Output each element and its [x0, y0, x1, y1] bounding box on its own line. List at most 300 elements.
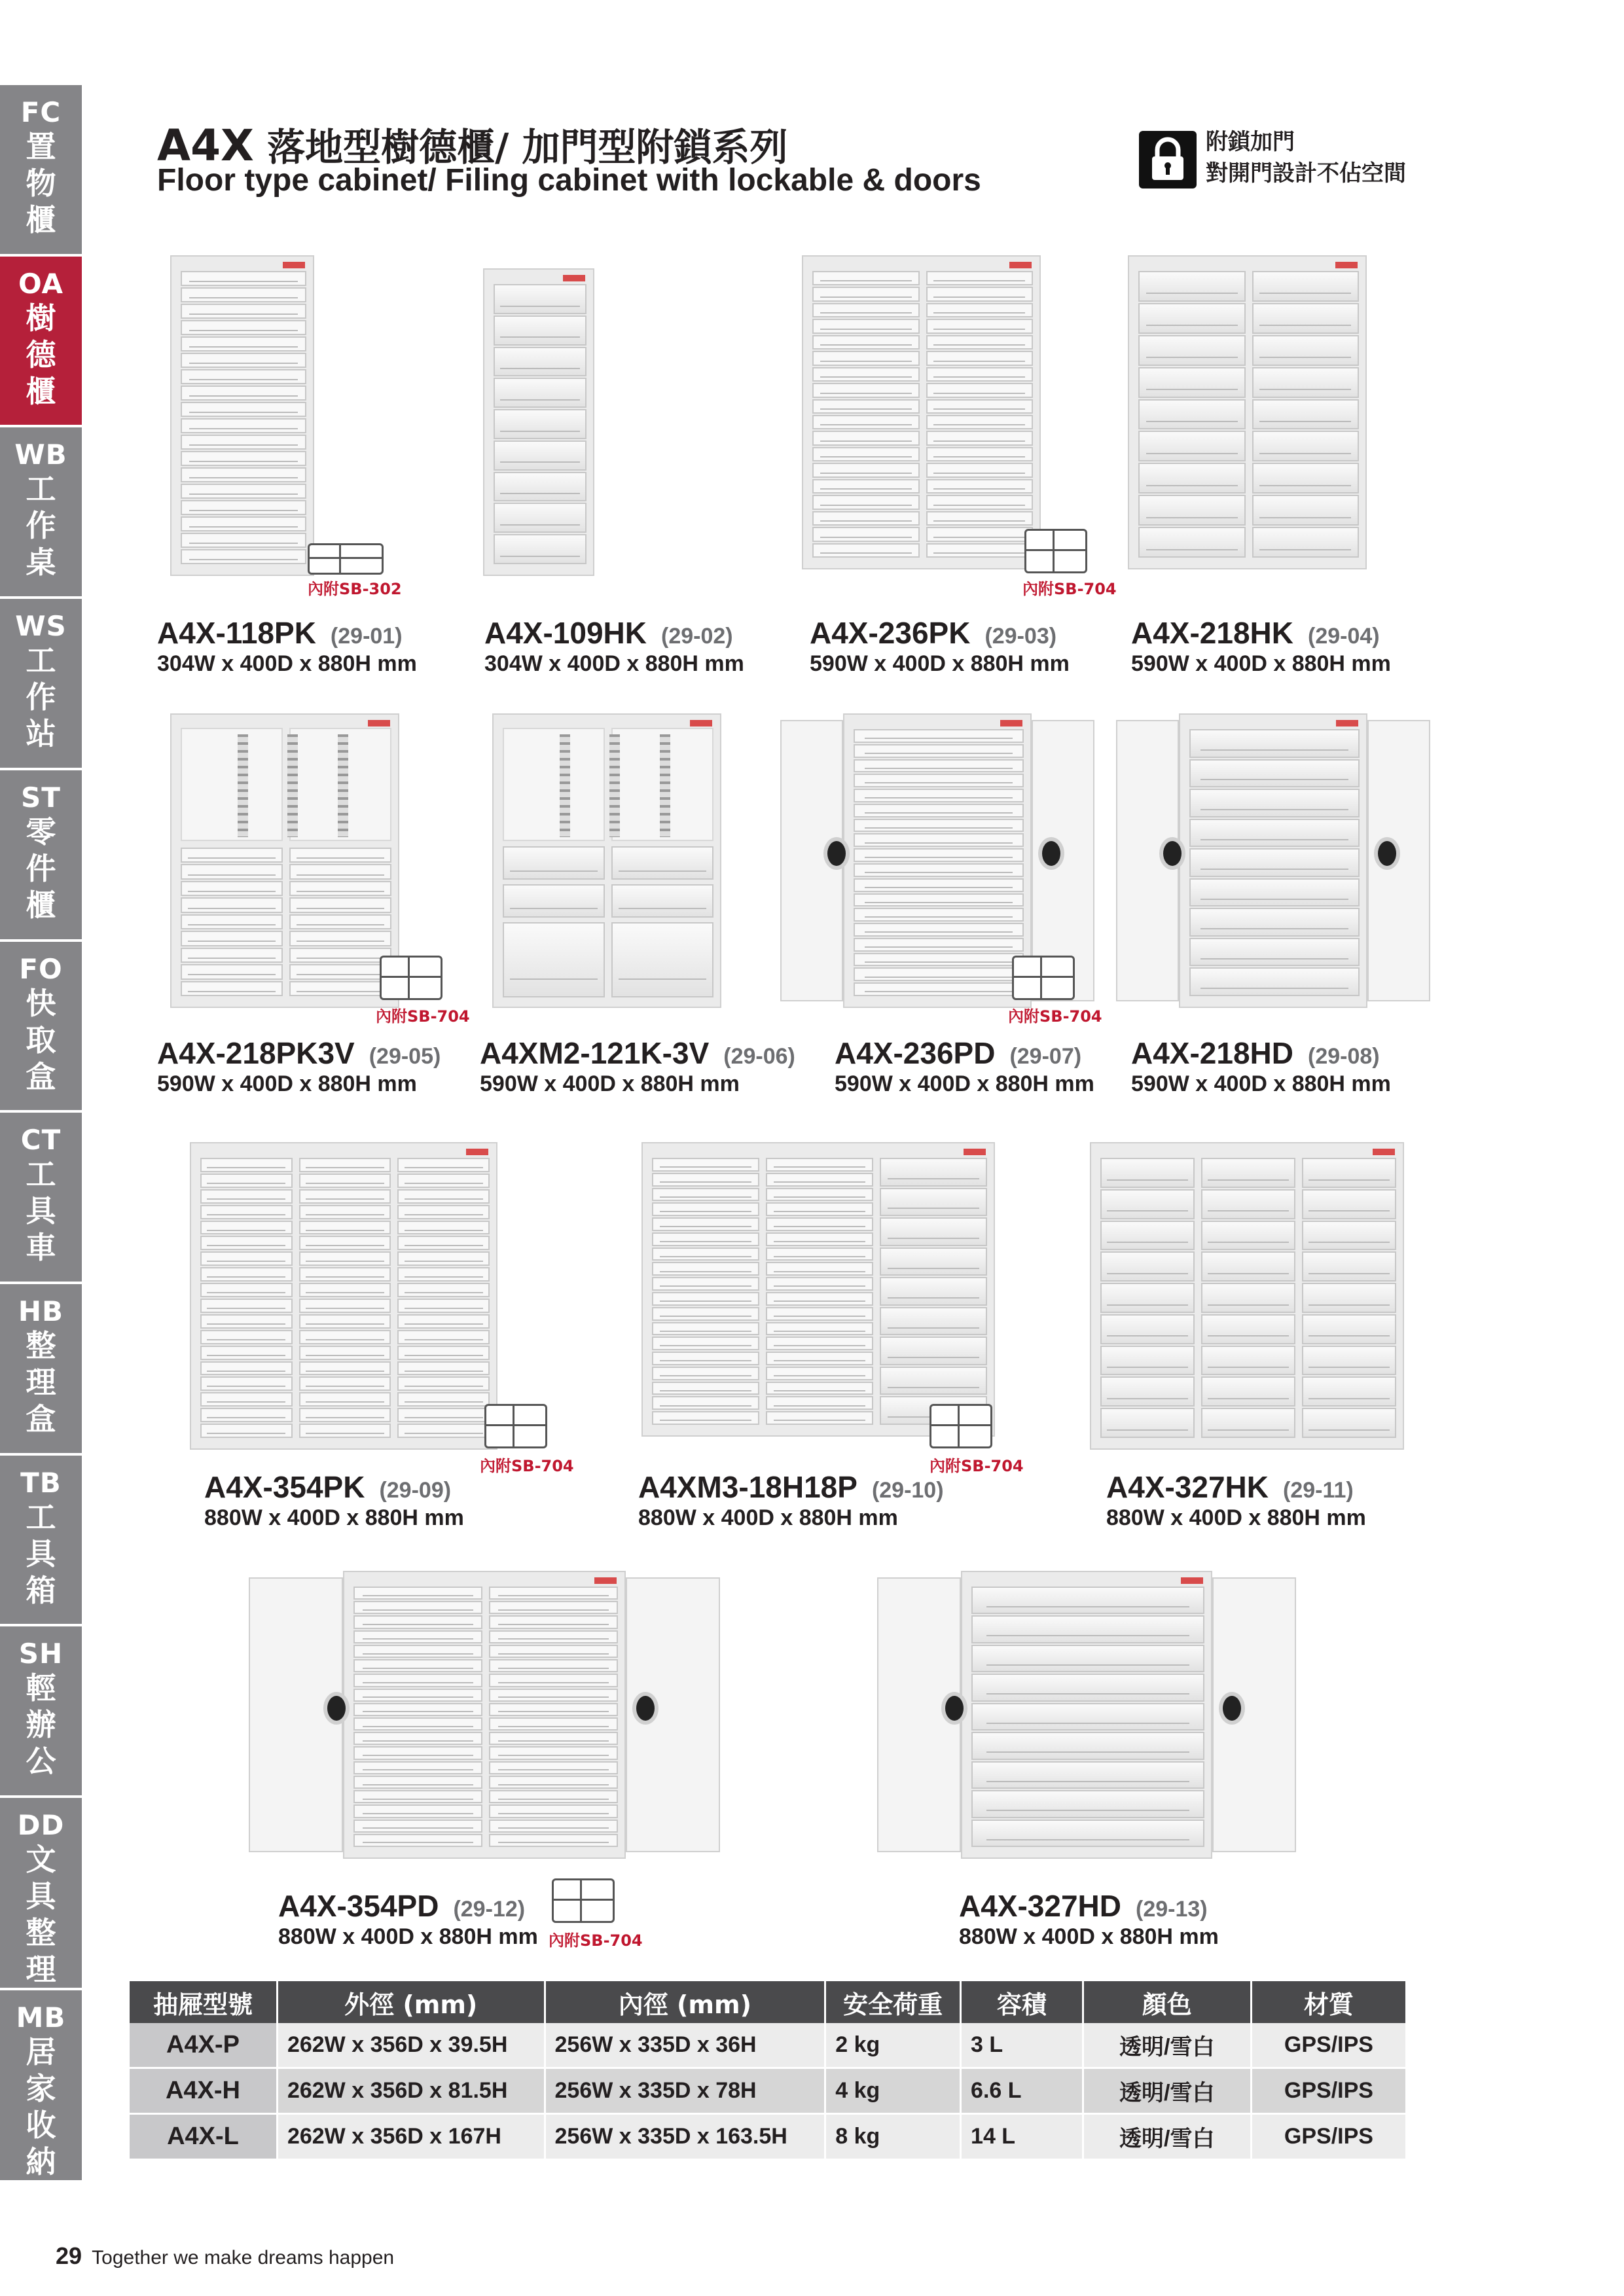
cabinet-drawer[interactable] [926, 319, 1034, 333]
cabinet-drawer[interactable] [880, 1217, 987, 1246]
cabinet-drawer[interactable] [181, 981, 283, 996]
cabinet-drawer[interactable] [1302, 1189, 1396, 1219]
cabinet-drawer[interactable] [1138, 399, 1246, 430]
cabinet-drawer[interactable] [494, 503, 586, 533]
cabinet-drawer[interactable] [1189, 938, 1360, 967]
cabinet-drawer[interactable] [200, 1346, 293, 1360]
cabinet-drawer[interactable] [353, 1674, 482, 1687]
cabinet-drawer[interactable] [812, 383, 920, 397]
cabinet-drawer[interactable] [397, 1205, 490, 1219]
cabinet-drawer[interactable] [353, 1761, 482, 1774]
cabinet-drawer[interactable] [812, 527, 920, 541]
cabinet-drawer[interactable] [1100, 1408, 1195, 1438]
cabinet-drawer[interactable] [181, 864, 283, 879]
cabinet-drawer[interactable] [812, 303, 920, 317]
cabinet-drawer[interactable] [1100, 1158, 1195, 1188]
cabinet-drawer[interactable] [489, 1659, 618, 1672]
cabinet-drawer[interactable] [1138, 495, 1246, 526]
cabinet-drawer[interactable] [353, 1804, 482, 1818]
cabinet-drawer[interactable] [489, 1820, 618, 1833]
cabinet-drawer[interactable] [766, 1158, 873, 1172]
cabinet-drawer[interactable] [397, 1376, 490, 1391]
cabinet-drawer[interactable] [299, 1189, 391, 1204]
cabinet-drawer[interactable] [926, 351, 1034, 365]
cabinet-drawer[interactable] [353, 1689, 482, 1702]
cabinet-drawer[interactable] [652, 1158, 759, 1172]
cabinet-drawer[interactable] [494, 347, 586, 377]
cabinet-drawer[interactable] [181, 369, 306, 384]
cabinet-drawer[interactable] [299, 1299, 391, 1313]
cabinet-drawer[interactable] [1302, 1283, 1396, 1313]
cabinet-drawer[interactable] [299, 1376, 391, 1391]
cabinet-drawer[interactable] [181, 304, 306, 319]
cabinet-drawer[interactable] [611, 884, 713, 918]
cabinet-drawer[interactable] [652, 1382, 759, 1395]
cabinet-drawer[interactable] [289, 848, 391, 863]
cabinet-drawer[interactable] [181, 549, 306, 564]
cabinet-drawer[interactable] [1138, 335, 1246, 366]
cabinet-drawer[interactable] [489, 1645, 618, 1658]
cabinet-drawer[interactable] [1138, 367, 1246, 398]
cabinet-drawer[interactable] [812, 543, 920, 558]
cabinet-drawer[interactable] [926, 383, 1034, 397]
cabinet-drawer[interactable] [652, 1322, 759, 1336]
cabinet-drawer[interactable] [971, 1790, 1204, 1818]
cabinet-drawer[interactable] [1252, 335, 1360, 366]
cabinet-drawer[interactable] [1100, 1376, 1195, 1407]
cabinet-drawer[interactable] [812, 399, 920, 414]
cabinet-drawer[interactable] [766, 1188, 873, 1202]
cabinet-drawer[interactable] [353, 1615, 482, 1628]
cabinet-drawer[interactable] [181, 386, 306, 401]
cabinet-drawer[interactable] [1201, 1408, 1295, 1438]
cabinet-drawer[interactable] [397, 1314, 490, 1329]
cabinet-drawer[interactable] [289, 948, 391, 963]
cabinet-drawer[interactable] [854, 759, 1024, 773]
cabinet-drawer[interactable] [1100, 1221, 1195, 1251]
cabinet-drawer[interactable] [299, 1314, 391, 1329]
sidebar-tab-oa[interactable] [0, 257, 82, 428]
cabinet-drawer[interactable] [353, 1834, 482, 1847]
door-lock-icon[interactable] [323, 1692, 350, 1725]
cabinet-drawer[interactable] [397, 1408, 490, 1422]
cabinet-drawer[interactable] [926, 431, 1034, 445]
cabinet-drawer[interactable] [353, 1820, 482, 1833]
cabinet-drawer[interactable] [181, 435, 306, 450]
cabinet-drawer[interactable] [926, 527, 1034, 541]
cabinet-drawer[interactable] [489, 1615, 618, 1628]
cabinet-drawer[interactable] [200, 1361, 293, 1376]
cabinet-drawer[interactable] [1201, 1283, 1295, 1313]
cabinet-drawer[interactable] [1138, 271, 1246, 302]
cabinet-drawer[interactable] [181, 320, 306, 335]
cabinet-drawer[interactable] [299, 1361, 391, 1376]
cabinet-drawer[interactable] [353, 1703, 482, 1716]
cabinet-drawer[interactable] [503, 922, 605, 997]
cabinet-drawer[interactable] [200, 1408, 293, 1422]
cabinet-drawer[interactable] [397, 1424, 490, 1438]
cabinet-drawer[interactable] [397, 1283, 490, 1297]
cabinet-drawer[interactable] [289, 964, 391, 979]
cabinet-drawer[interactable] [652, 1396, 759, 1410]
cabinet-drawer[interactable] [181, 516, 306, 531]
cabinet-drawer[interactable] [652, 1292, 759, 1306]
cabinet-drawer[interactable] [854, 848, 1024, 862]
cabinet-drawer[interactable] [181, 964, 283, 979]
cabinet-drawer[interactable] [1302, 1251, 1396, 1282]
cabinet-drawer[interactable] [971, 1674, 1204, 1701]
cabinet-drawer[interactable] [854, 967, 1024, 981]
cabinet-drawer[interactable] [489, 1717, 618, 1731]
cabinet-drawer[interactable] [880, 1188, 987, 1217]
cabinet-drawer[interactable] [766, 1277, 873, 1291]
cabinet-drawer[interactable] [1201, 1346, 1295, 1376]
cabinet-drawer[interactable] [1138, 527, 1246, 558]
cabinet-drawer[interactable] [854, 789, 1024, 802]
cabinet-drawer[interactable] [200, 1330, 293, 1344]
cabinet-drawer[interactable] [971, 1703, 1204, 1731]
cabinet-drawer[interactable] [489, 1703, 618, 1716]
door-lock-icon[interactable] [1038, 837, 1064, 870]
cabinet-drawer[interactable] [299, 1158, 391, 1172]
cabinet-drawer[interactable] [489, 1630, 618, 1643]
door-lock-icon[interactable] [823, 837, 850, 870]
sidebar-tab-hb[interactable] [0, 1284, 82, 1456]
cabinet-drawer[interactable] [1252, 303, 1360, 334]
cabinet-drawer[interactable] [1138, 303, 1246, 334]
cabinet-drawer[interactable] [854, 878, 1024, 892]
cabinet-drawer[interactable] [1252, 463, 1360, 493]
cabinet-drawer[interactable] [880, 1277, 987, 1306]
sidebar-tab-tb[interactable] [0, 1456, 82, 1627]
cabinet-drawer[interactable] [200, 1251, 293, 1266]
cabinet-drawer[interactable] [489, 1834, 618, 1847]
cabinet-drawer[interactable] [812, 319, 920, 333]
cabinet-drawer[interactable] [289, 914, 391, 929]
cabinet-drawer[interactable] [489, 1761, 618, 1774]
cabinet-drawer[interactable] [854, 908, 1024, 922]
cabinet-drawer[interactable] [397, 1267, 490, 1282]
cabinet-drawer[interactable] [299, 1424, 391, 1438]
cabinet-drawer[interactable] [397, 1221, 490, 1235]
cabinet-drawer[interactable] [489, 1790, 618, 1803]
cabinet-drawer[interactable] [181, 451, 306, 466]
cabinet-drawer[interactable] [397, 1251, 490, 1266]
cabinet-drawer[interactable] [652, 1217, 759, 1231]
cabinet-drawer[interactable] [652, 1367, 759, 1380]
door-lock-icon[interactable] [632, 1692, 659, 1725]
cabinet-drawer[interactable] [397, 1330, 490, 1344]
cabinet-drawer[interactable] [181, 402, 306, 417]
cabinet-drawer[interactable] [854, 938, 1024, 952]
cabinet-drawer[interactable] [854, 833, 1024, 847]
cabinet-drawer[interactable] [611, 922, 713, 997]
cabinet-drawer[interactable] [353, 1746, 482, 1759]
cabinet-drawer[interactable] [181, 914, 283, 929]
cabinet-drawer[interactable] [299, 1221, 391, 1235]
cabinet-drawer[interactable] [1201, 1251, 1295, 1282]
cabinet-drawer[interactable] [1189, 819, 1360, 848]
cabinet-drawer[interactable] [1100, 1314, 1195, 1344]
cabinet-drawer[interactable] [489, 1601, 618, 1614]
cabinet-drawer[interactable] [854, 804, 1024, 817]
cabinet-drawer[interactable] [200, 1424, 293, 1438]
cabinet-drawer[interactable] [652, 1173, 759, 1187]
cabinet-drawer[interactable] [652, 1307, 759, 1321]
cabinet-drawer[interactable] [926, 511, 1034, 526]
cabinet-drawer[interactable] [353, 1776, 482, 1789]
cabinet-drawer[interactable] [812, 271, 920, 285]
cabinet-drawer[interactable] [289, 981, 391, 996]
cabinet-drawer[interactable] [289, 931, 391, 946]
sidebar-tab-fo[interactable] [0, 942, 82, 1113]
cabinet-drawer[interactable] [926, 495, 1034, 509]
cabinet-drawer[interactable] [299, 1330, 391, 1344]
cabinet-drawer[interactable] [489, 1587, 618, 1600]
cabinet-drawer[interactable] [766, 1307, 873, 1321]
sidebar-tab-wb[interactable] [0, 427, 82, 599]
cabinet-drawer[interactable] [200, 1314, 293, 1329]
cabinet-drawer[interactable] [181, 418, 306, 433]
cabinet-drawer[interactable] [652, 1202, 759, 1216]
door-lock-icon[interactable] [1159, 837, 1185, 870]
cabinet-drawer[interactable] [926, 287, 1034, 301]
cabinet-drawer[interactable] [854, 893, 1024, 907]
cabinet-drawer[interactable] [812, 415, 920, 429]
cabinet-drawer[interactable] [181, 848, 283, 863]
cabinet-drawer[interactable] [289, 897, 391, 912]
sidebar-tab-st[interactable] [0, 770, 82, 942]
sidebar-tab-fc[interactable] [0, 85, 82, 257]
cabinet-drawer[interactable] [181, 881, 283, 896]
cabinet-drawer[interactable] [812, 287, 920, 301]
cabinet-drawer[interactable] [1252, 367, 1360, 398]
cabinet-drawer[interactable] [766, 1322, 873, 1336]
cabinet-drawer[interactable] [854, 953, 1024, 967]
cabinet-drawer[interactable] [494, 472, 586, 502]
cabinet-drawer[interactable] [971, 1587, 1204, 1614]
cabinet-drawer[interactable] [494, 440, 586, 471]
cabinet-drawer[interactable] [1252, 527, 1360, 558]
cabinet-drawer[interactable] [854, 819, 1024, 833]
cabinet-drawer[interactable] [494, 315, 586, 346]
cabinet-drawer[interactable] [766, 1382, 873, 1395]
cabinet-drawer[interactable] [299, 1236, 391, 1250]
cabinet-drawer[interactable] [299, 1174, 391, 1188]
cabinet-drawer[interactable] [1252, 271, 1360, 302]
cabinet-drawer[interactable] [353, 1717, 482, 1731]
cabinet-drawer[interactable] [200, 1376, 293, 1391]
cabinet-drawer[interactable] [812, 495, 920, 509]
cabinet-drawer[interactable] [200, 1299, 293, 1313]
cabinet-drawer[interactable] [854, 863, 1024, 877]
cabinet-drawer[interactable] [181, 533, 306, 548]
cabinet-drawer[interactable] [299, 1408, 391, 1422]
cabinet-drawer[interactable] [1252, 399, 1360, 430]
cabinet-drawer[interactable] [299, 1283, 391, 1297]
cabinet-drawer[interactable] [489, 1746, 618, 1759]
cabinet-drawer[interactable] [926, 303, 1034, 317]
cabinet-drawer[interactable] [200, 1283, 293, 1297]
cabinet-drawer[interactable] [353, 1587, 482, 1600]
cabinet-drawer[interactable] [812, 463, 920, 477]
cabinet-drawer[interactable] [766, 1396, 873, 1410]
cabinet-drawer[interactable] [1189, 729, 1360, 758]
cabinet-drawer[interactable] [1201, 1189, 1295, 1219]
cabinet-drawer[interactable] [880, 1367, 987, 1395]
cabinet-drawer[interactable] [353, 1790, 482, 1803]
cabinet-drawer[interactable] [489, 1804, 618, 1818]
cabinet-drawer[interactable] [1100, 1189, 1195, 1219]
cabinet-drawer[interactable] [299, 1251, 391, 1266]
cabinet-drawer[interactable] [1201, 1376, 1295, 1407]
cabinet-drawer[interactable] [971, 1615, 1204, 1643]
cabinet-drawer[interactable] [200, 1158, 293, 1172]
cabinet-drawer[interactable] [926, 463, 1034, 477]
cabinet-drawer[interactable] [812, 447, 920, 461]
cabinet-drawer[interactable] [652, 1188, 759, 1202]
cabinet-drawer[interactable] [397, 1361, 490, 1376]
cabinet-drawer[interactable] [971, 1732, 1204, 1759]
cabinet-drawer[interactable] [397, 1189, 490, 1204]
cabinet-drawer[interactable] [353, 1732, 482, 1745]
cabinet-drawer[interactable] [200, 1174, 293, 1188]
cabinet-drawer[interactable] [1189, 759, 1360, 788]
door-lock-icon[interactable] [1219, 1692, 1245, 1725]
cabinet-drawer[interactable] [880, 1336, 987, 1365]
cabinet-drawer[interactable] [299, 1346, 391, 1360]
cabinet-drawer[interactable] [181, 336, 306, 351]
cabinet-drawer[interactable] [181, 484, 306, 499]
cabinet-drawer[interactable] [1189, 878, 1360, 907]
cabinet-drawer[interactable] [397, 1174, 490, 1188]
sidebar-tab-dd[interactable] [0, 1798, 82, 1990]
cabinet-drawer[interactable] [880, 1247, 987, 1276]
cabinet-drawer[interactable] [1138, 463, 1246, 493]
cabinet-drawer[interactable] [181, 948, 283, 963]
cabinet-drawer[interactable] [489, 1732, 618, 1745]
cabinet-drawer[interactable] [489, 1674, 618, 1687]
cabinet-drawer[interactable] [181, 271, 306, 286]
door-lock-icon[interactable] [1374, 837, 1400, 870]
cabinet-drawer[interactable] [854, 729, 1024, 743]
cabinet-drawer[interactable] [1302, 1408, 1396, 1438]
cabinet-drawer[interactable] [353, 1645, 482, 1658]
cabinet-drawer[interactable] [926, 543, 1034, 558]
cabinet-drawer[interactable] [766, 1352, 873, 1365]
cabinet-drawer[interactable] [494, 534, 586, 564]
cabinet-drawer[interactable] [1100, 1346, 1195, 1376]
cabinet-drawer[interactable] [1252, 495, 1360, 526]
cabinet-drawer[interactable] [181, 897, 283, 912]
sidebar-tab-ct[interactable] [0, 1113, 82, 1284]
sidebar-tab-mb[interactable] [0, 1990, 82, 2183]
cabinet-drawer[interactable] [926, 447, 1034, 461]
cabinet-drawer[interactable] [397, 1346, 490, 1360]
cabinet-drawer[interactable] [812, 367, 920, 382]
cabinet-drawer[interactable] [812, 479, 920, 493]
cabinet-drawer[interactable] [299, 1267, 391, 1282]
cabinet-drawer[interactable] [494, 409, 586, 439]
cabinet-drawer[interactable] [181, 500, 306, 515]
cabinet-drawer[interactable] [652, 1262, 759, 1276]
cabinet-drawer[interactable] [489, 1776, 618, 1789]
cabinet-drawer[interactable] [353, 1659, 482, 1672]
cabinet-drawer[interactable] [652, 1247, 759, 1261]
cabinet-drawer[interactable] [1100, 1283, 1195, 1313]
cabinet-drawer[interactable] [766, 1292, 873, 1306]
cabinet-drawer[interactable] [353, 1601, 482, 1614]
cabinet-drawer[interactable] [1189, 967, 1360, 996]
door-lock-icon[interactable] [941, 1692, 967, 1725]
cabinet-drawer[interactable] [200, 1189, 293, 1204]
cabinet-drawer[interactable] [299, 1205, 391, 1219]
cabinet-drawer[interactable] [766, 1411, 873, 1425]
cabinet-drawer[interactable] [880, 1307, 987, 1336]
cabinet-drawer[interactable] [1302, 1346, 1396, 1376]
sidebar-tab-ws[interactable] [0, 599, 82, 770]
cabinet-drawer[interactable] [812, 335, 920, 350]
cabinet-drawer[interactable] [652, 1336, 759, 1350]
cabinet-drawer[interactable] [652, 1411, 759, 1425]
cabinet-drawer[interactable] [299, 1392, 391, 1407]
cabinet-drawer[interactable] [1302, 1376, 1396, 1407]
sidebar-tab-sh[interactable] [0, 1626, 82, 1798]
cabinet-drawer[interactable] [1201, 1314, 1295, 1344]
cabinet-drawer[interactable] [1189, 789, 1360, 817]
cabinet-drawer[interactable] [926, 367, 1034, 382]
cabinet-drawer[interactable] [1302, 1221, 1396, 1251]
cabinet-drawer[interactable] [289, 864, 391, 879]
cabinet-drawer[interactable] [181, 931, 283, 946]
cabinet-drawer[interactable] [200, 1221, 293, 1235]
cabinet-drawer[interactable] [766, 1232, 873, 1246]
cabinet-drawer[interactable] [971, 1820, 1204, 1847]
cabinet-drawer[interactable] [926, 399, 1034, 414]
cabinet-drawer[interactable] [397, 1158, 490, 1172]
cabinet-drawer[interactable] [854, 774, 1024, 787]
cabinet-drawer[interactable] [880, 1158, 987, 1187]
cabinet-drawer[interactable] [289, 881, 391, 896]
cabinet-drawer[interactable] [200, 1267, 293, 1282]
cabinet-drawer[interactable] [854, 982, 1024, 996]
cabinet-drawer[interactable] [181, 467, 306, 482]
cabinet-drawer[interactable] [1189, 848, 1360, 877]
cabinet-drawer[interactable] [1189, 908, 1360, 937]
cabinet-drawer[interactable] [503, 846, 605, 880]
cabinet-drawer[interactable] [971, 1645, 1204, 1672]
cabinet-drawer[interactable] [766, 1247, 873, 1261]
cabinet-drawer[interactable] [812, 351, 920, 365]
cabinet-drawer[interactable] [854, 923, 1024, 937]
cabinet-drawer[interactable] [200, 1392, 293, 1407]
cabinet-drawer[interactable] [397, 1392, 490, 1407]
cabinet-drawer[interactable] [926, 479, 1034, 493]
cabinet-drawer[interactable] [766, 1262, 873, 1276]
cabinet-drawer[interactable] [1138, 431, 1246, 461]
cabinet-drawer[interactable] [1302, 1314, 1396, 1344]
cabinet-drawer[interactable] [766, 1336, 873, 1350]
cabinet-drawer[interactable] [971, 1761, 1204, 1789]
cabinet-drawer[interactable] [766, 1217, 873, 1231]
cabinet-drawer[interactable] [652, 1232, 759, 1246]
cabinet-drawer[interactable] [766, 1367, 873, 1380]
cabinet-drawer[interactable] [1302, 1158, 1396, 1188]
cabinet-drawer[interactable] [200, 1205, 293, 1219]
cabinet-drawer[interactable] [611, 846, 713, 880]
cabinet-drawer[interactable] [1252, 431, 1360, 461]
cabinet-drawer[interactable] [854, 744, 1024, 758]
